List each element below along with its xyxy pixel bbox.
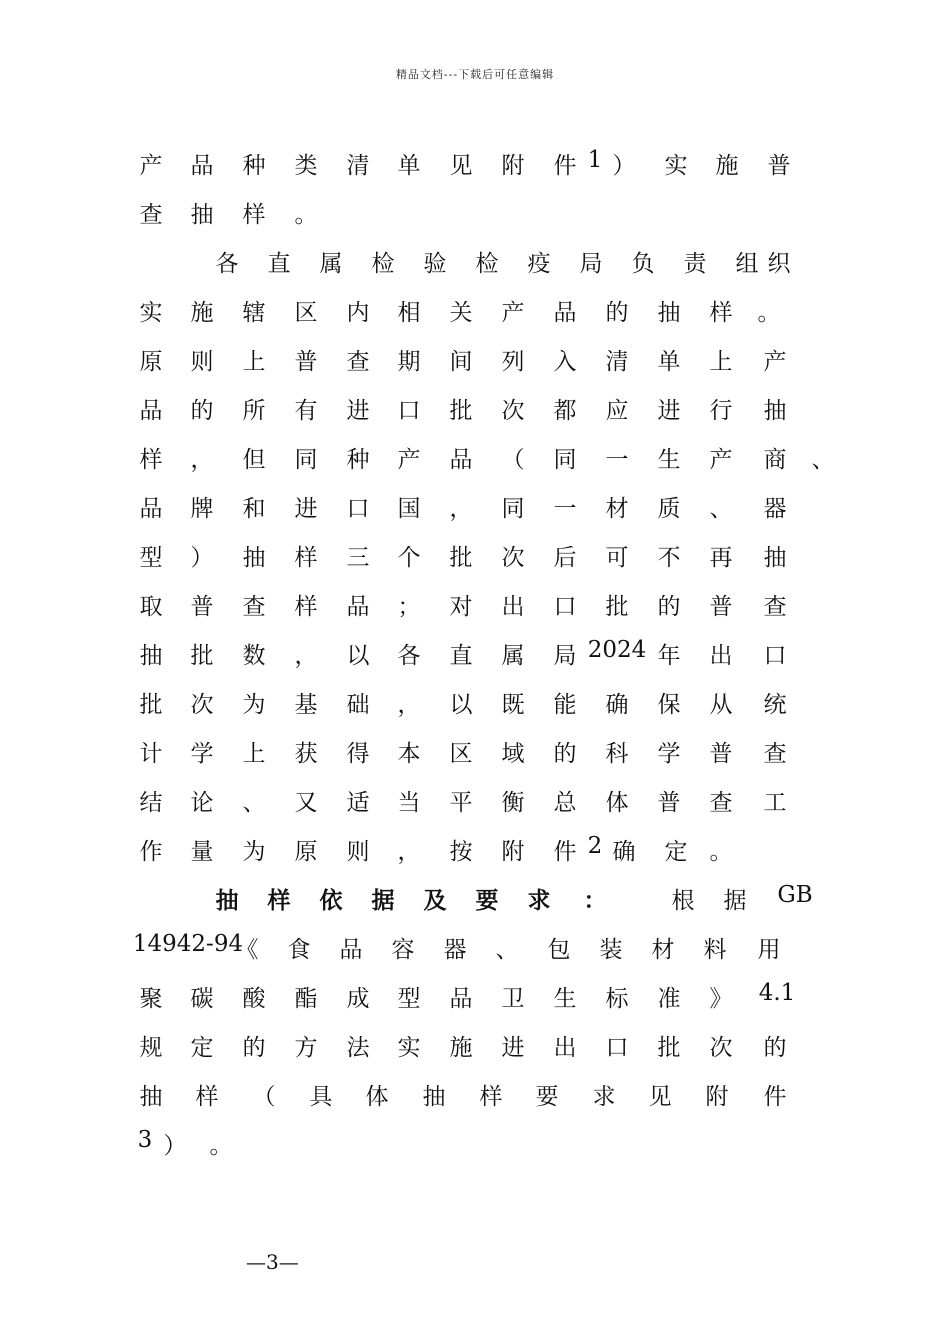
page-header: 精品文档---下载后可任意编辑 xyxy=(395,68,555,81)
glyph: 据 xyxy=(723,888,747,914)
glyph: 批 xyxy=(605,594,629,620)
glyph: 清 xyxy=(605,349,629,375)
glyph: 口 xyxy=(553,594,577,620)
glyph: 次 xyxy=(190,692,214,718)
glyph: 口 xyxy=(605,1035,629,1061)
glyph: 、 xyxy=(242,790,266,816)
glyph: 责 xyxy=(683,251,707,277)
glyph: 成 xyxy=(346,986,370,1012)
glyph: 方 xyxy=(294,1035,318,1061)
glyph: 各 xyxy=(397,643,421,669)
glyph: 得 xyxy=(346,741,370,767)
glyph: 批 xyxy=(657,1035,681,1061)
glyph: 体 xyxy=(365,1084,389,1110)
glyph: 体 xyxy=(605,790,629,816)
glyph: 的 xyxy=(605,300,629,326)
glyph: 抽 xyxy=(215,887,239,914)
glyph: 准 xyxy=(657,986,681,1012)
glyph: 口 xyxy=(346,496,370,522)
glyph: 保 xyxy=(657,692,681,718)
glyph: ： xyxy=(583,887,607,914)
glyph: 检 xyxy=(371,251,395,277)
glyph: 生 xyxy=(657,447,681,473)
glyph: 再 xyxy=(709,545,733,571)
glyph: 2024 xyxy=(587,637,647,663)
glyph: 口 xyxy=(763,643,787,669)
glyph: 础 xyxy=(346,692,370,718)
glyph: 求 xyxy=(527,887,551,914)
glyph: 包 xyxy=(547,937,571,963)
glyph: 总 xyxy=(553,790,577,816)
glyph: 实 xyxy=(664,153,688,179)
glyph: 既 xyxy=(501,692,525,718)
glyph: 根 xyxy=(671,888,695,914)
glyph: 品 xyxy=(339,937,363,963)
glyph: 定 xyxy=(664,839,688,865)
glyph: 直 xyxy=(267,251,291,277)
glyph: 次 xyxy=(501,545,525,571)
glyph: 》 xyxy=(709,986,733,1012)
glyph: 属 xyxy=(319,251,343,277)
glyph: 取 xyxy=(139,594,163,620)
glyph: 同 xyxy=(501,496,525,522)
glyph: 品 xyxy=(449,986,473,1012)
glyph: 附 xyxy=(501,153,525,179)
glyph: 各 xyxy=(215,251,239,277)
glyph: 规 xyxy=(139,1035,163,1061)
glyph: 局 xyxy=(553,643,577,669)
glyph: 实 xyxy=(139,300,163,326)
glyph: ） xyxy=(190,545,214,571)
glyph: 确 xyxy=(605,692,629,718)
glyph: 不 xyxy=(657,545,681,571)
glyph: 普 xyxy=(709,741,733,767)
glyph: 型 xyxy=(397,986,421,1012)
glyph: 、 xyxy=(495,937,519,963)
glyph: 国 xyxy=(397,496,421,522)
glyph: 内 xyxy=(346,300,370,326)
glyph: 抽 xyxy=(139,1084,163,1110)
glyph: 获 xyxy=(294,741,318,767)
glyph: 应 xyxy=(605,398,629,424)
glyph: 见 xyxy=(449,153,473,179)
glyph: 。 xyxy=(709,839,733,865)
glyph: ， xyxy=(397,692,421,718)
glyph: 查 xyxy=(242,594,266,620)
glyph: 《 xyxy=(235,937,259,963)
glyph: 施 xyxy=(449,1035,473,1061)
glyph: 上 xyxy=(242,349,266,375)
glyph: 批 xyxy=(139,692,163,718)
glyph: ） xyxy=(163,1133,187,1159)
glyph: 基 xyxy=(294,692,318,718)
glyph: 样 xyxy=(195,1084,219,1110)
glyph: 材 xyxy=(651,937,675,963)
glyph: 平 xyxy=(449,790,473,816)
glyph: 样 xyxy=(139,447,163,473)
glyph: 上 xyxy=(242,741,266,767)
glyph: 施 xyxy=(715,153,739,179)
glyph: 统 xyxy=(763,692,787,718)
glyph: 后 xyxy=(553,545,577,571)
glyph: 量 xyxy=(190,839,214,865)
glyph: 品 xyxy=(553,300,577,326)
glyph: 种 xyxy=(346,447,370,473)
glyph: 品 xyxy=(139,496,163,522)
glyph: 类 xyxy=(294,153,318,179)
glyph: 器 xyxy=(443,937,467,963)
glyph: 三 xyxy=(346,545,370,571)
glyph: 据 xyxy=(371,887,395,914)
glyph: 局 xyxy=(579,251,603,277)
glyph: 产 xyxy=(763,349,787,375)
glyph: 样 xyxy=(479,1084,503,1110)
glyph: 材 xyxy=(605,496,629,522)
glyph: 批 xyxy=(190,643,214,669)
glyph: 查 xyxy=(709,790,733,816)
glyph: 单 xyxy=(657,349,681,375)
glyph: 关 xyxy=(449,300,473,326)
glyph: 检 xyxy=(475,251,499,277)
glyph: 产 xyxy=(501,300,525,326)
glyph: 原 xyxy=(294,839,318,865)
glyph: 聚 xyxy=(139,986,163,1012)
glyph: 学 xyxy=(657,741,681,767)
glyph: 单 xyxy=(397,153,421,179)
glyph: 查 xyxy=(763,741,787,767)
glyph: ， xyxy=(449,496,473,522)
glyph: 期 xyxy=(397,349,421,375)
glyph: 当 xyxy=(397,790,421,816)
glyph: 附 xyxy=(705,1084,729,1110)
glyph: 施 xyxy=(190,300,214,326)
glyph: 抽 xyxy=(657,300,681,326)
glyph: 则 xyxy=(346,839,370,865)
glyph: 普 xyxy=(294,349,318,375)
glyph: 用 xyxy=(757,937,781,963)
glyph: 具 xyxy=(309,1084,333,1110)
glyph: 入 xyxy=(553,349,577,375)
glyph: 上 xyxy=(709,349,733,375)
glyph: 料 xyxy=(703,937,727,963)
glyph: 进 xyxy=(294,496,318,522)
glyph: 域 xyxy=(501,741,525,767)
glyph: 又 xyxy=(294,790,318,816)
glyph: 结 xyxy=(139,790,163,816)
glyph: 一 xyxy=(553,496,577,522)
glyph: 4.1 xyxy=(758,980,796,1006)
glyph: 样 xyxy=(709,300,733,326)
glyph: 酸 xyxy=(242,986,266,1012)
glyph: 口 xyxy=(397,398,421,424)
glyph: 卫 xyxy=(501,986,525,1012)
glyph: 标 xyxy=(605,986,629,1012)
glyph: 品 xyxy=(139,398,163,424)
glyph: 品 xyxy=(346,594,370,620)
glyph: 的 xyxy=(242,1035,266,1061)
page-number: —3— xyxy=(246,1250,299,1274)
glyph: 件 xyxy=(553,153,577,179)
glyph: 区 xyxy=(449,741,473,767)
glyph: 同 xyxy=(294,447,318,473)
glyph: 样 xyxy=(242,202,266,228)
glyph: 清 xyxy=(346,153,370,179)
glyph: 普 xyxy=(767,153,791,179)
glyph: 批 xyxy=(449,545,473,571)
glyph: 但 xyxy=(242,447,266,473)
glyph: 产 xyxy=(397,447,421,473)
glyph: 容 xyxy=(391,937,415,963)
glyph: 求 xyxy=(592,1084,616,1110)
glyph: 商 xyxy=(763,447,787,473)
glyph: ， xyxy=(294,643,318,669)
glyph: 及 xyxy=(423,887,447,914)
glyph: 样 xyxy=(294,545,318,571)
glyph: 要 xyxy=(475,887,499,914)
glyph: 为 xyxy=(242,692,266,718)
glyph: 次 xyxy=(501,398,525,424)
glyph: 件 xyxy=(763,1084,787,1110)
glyph: ， xyxy=(190,447,214,473)
glyph: 验 xyxy=(423,251,447,277)
glyph: 从 xyxy=(709,692,733,718)
glyph: 抽 xyxy=(190,202,214,228)
glyph: 抽 xyxy=(763,545,787,571)
glyph: 按 xyxy=(449,839,473,865)
glyph: 装 xyxy=(599,937,623,963)
glyph: 酯 xyxy=(294,986,318,1012)
glyph: 一 xyxy=(605,447,629,473)
glyph: 都 xyxy=(553,398,577,424)
glyph: 。 xyxy=(294,202,318,228)
glyph: 样 xyxy=(294,594,318,620)
glyph: 查 xyxy=(763,594,787,620)
glyph: 查 xyxy=(346,349,370,375)
glyph: 出 xyxy=(501,594,525,620)
glyph: 对 xyxy=(449,594,473,620)
glyph: ） xyxy=(612,153,636,179)
glyph: 定 xyxy=(190,1035,214,1061)
glyph: 、 xyxy=(709,496,733,522)
glyph: 产 xyxy=(139,153,163,179)
glyph: 3 xyxy=(137,1127,153,1153)
glyph: 抽 xyxy=(763,398,787,424)
glyph: 生 xyxy=(553,986,577,1012)
glyph: 以 xyxy=(346,643,370,669)
glyph: 样 xyxy=(267,887,291,914)
glyph: 牌 xyxy=(190,496,214,522)
glyph: 衡 xyxy=(501,790,525,816)
glyph: 抽 xyxy=(422,1084,446,1110)
glyph: 区 xyxy=(294,300,318,326)
glyph: 为 xyxy=(242,839,266,865)
glyph: 以 xyxy=(449,692,473,718)
glyph: 种 xyxy=(242,153,266,179)
glyph: 附 xyxy=(501,839,525,865)
glyph: 能 xyxy=(553,692,577,718)
glyph: 实 xyxy=(397,1035,421,1061)
glyph: ， xyxy=(397,839,421,865)
glyph: 1 xyxy=(587,147,603,173)
glyph: 所 xyxy=(242,398,266,424)
glyph: ； xyxy=(397,594,421,620)
glyph: 计 xyxy=(139,741,163,767)
glyph: 辖 xyxy=(242,300,266,326)
glyph: 可 xyxy=(605,545,629,571)
glyph: 论 xyxy=(190,790,214,816)
glyph: 型 xyxy=(139,545,163,571)
glyph: 负 xyxy=(631,251,655,277)
glyph: 出 xyxy=(709,643,733,669)
glyph: 质 xyxy=(657,496,681,522)
glyph: 科 xyxy=(605,741,629,767)
glyph: 疫 xyxy=(527,251,551,277)
glyph: 要 xyxy=(535,1084,559,1110)
glyph: 进 xyxy=(657,398,681,424)
glyph: 食 xyxy=(287,937,311,963)
glyph: 本 xyxy=(397,741,421,767)
glyph: 2 xyxy=(587,833,603,859)
glyph: 个 xyxy=(397,545,421,571)
glyph: 次 xyxy=(709,1035,733,1061)
glyph: 抽 xyxy=(242,545,266,571)
glyph: 的 xyxy=(657,594,681,620)
glyph: 14942-94 xyxy=(132,931,244,957)
glyph: 适 xyxy=(346,790,370,816)
glyph: 和 xyxy=(242,496,266,522)
glyph: 抽 xyxy=(139,643,163,669)
glyph: 的 xyxy=(763,1035,787,1061)
glyph: 普 xyxy=(190,594,214,620)
glyph: 行 xyxy=(709,398,733,424)
glyph: 原 xyxy=(139,349,163,375)
glyph: 普 xyxy=(709,594,733,620)
glyph: 。 xyxy=(209,1133,233,1159)
glyph: 出 xyxy=(553,1035,577,1061)
glyph: 品 xyxy=(190,153,214,179)
glyph: （ xyxy=(252,1084,276,1110)
glyph: 属 xyxy=(501,643,525,669)
glyph: 则 xyxy=(190,349,214,375)
glyph: GB xyxy=(777,882,813,908)
glyph: 的 xyxy=(553,741,577,767)
glyph: 列 xyxy=(501,349,525,375)
glyph: 产 xyxy=(709,447,733,473)
glyph: 学 xyxy=(190,741,214,767)
glyph: 法 xyxy=(346,1035,370,1061)
glyph: 品 xyxy=(449,447,473,473)
glyph: 批 xyxy=(449,398,473,424)
glyph: 进 xyxy=(501,1035,525,1061)
glyph: 作 xyxy=(139,839,163,865)
glyph: 。 xyxy=(757,300,781,326)
glyph: 见 xyxy=(648,1084,672,1110)
glyph: 组 xyxy=(735,251,759,277)
glyph: 碳 xyxy=(190,986,214,1012)
glyph: 年 xyxy=(657,643,681,669)
glyph: 织 xyxy=(767,251,791,277)
glyph: 间 xyxy=(449,349,473,375)
glyph: 的 xyxy=(190,398,214,424)
glyph: 数 xyxy=(242,643,266,669)
glyph: 器 xyxy=(763,496,787,522)
glyph: 件 xyxy=(553,839,577,865)
glyph: 进 xyxy=(346,398,370,424)
glyph: 查 xyxy=(139,202,163,228)
glyph: 同 xyxy=(553,447,577,473)
glyph: 直 xyxy=(449,643,473,669)
glyph: 相 xyxy=(397,300,421,326)
glyph: 工 xyxy=(763,790,787,816)
glyph: 、 xyxy=(811,447,835,473)
glyph: 普 xyxy=(657,790,681,816)
glyph: （ xyxy=(501,447,525,473)
glyph: 有 xyxy=(294,398,318,424)
glyph: 确 xyxy=(612,839,636,865)
glyph: 依 xyxy=(319,887,343,914)
